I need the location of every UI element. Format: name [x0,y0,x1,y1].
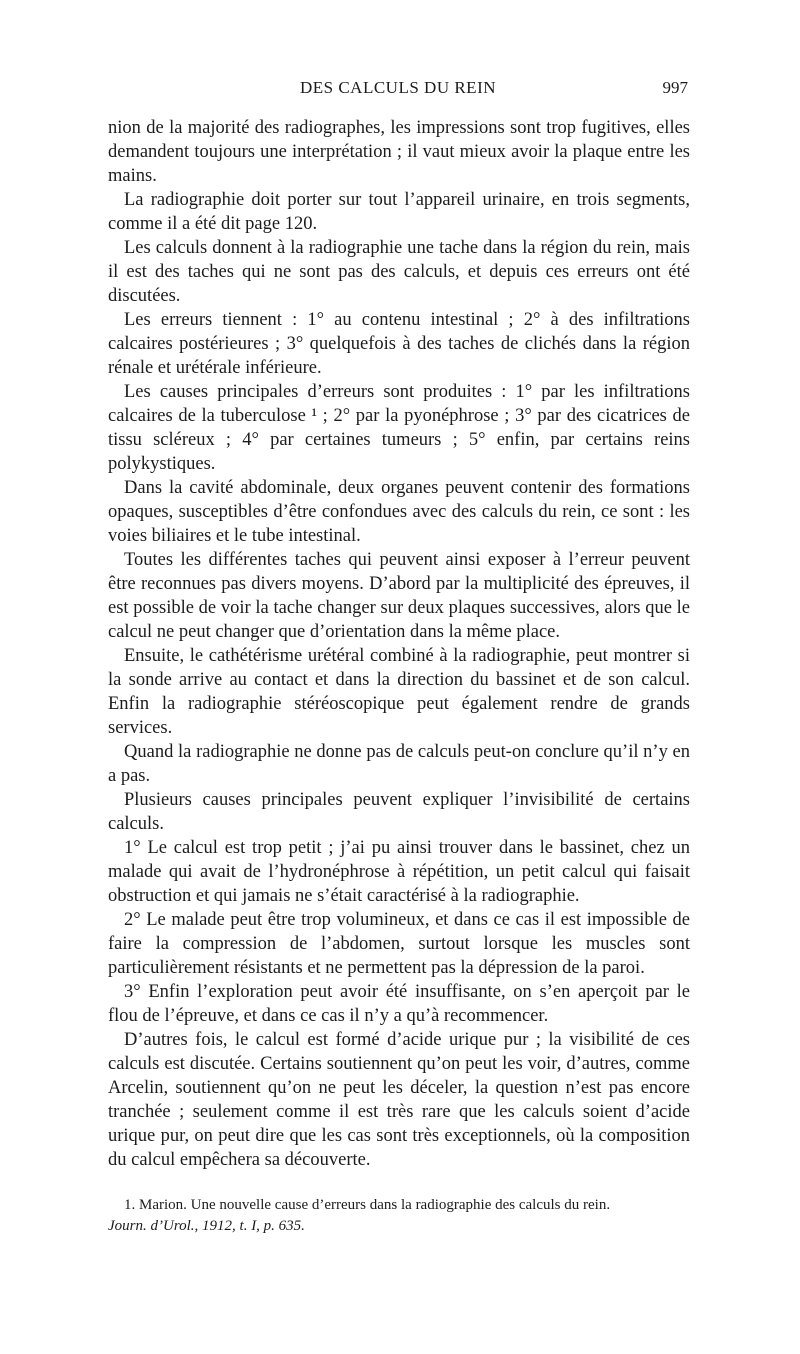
page-header [108,78,688,100]
page-number: 997 [662,78,688,97]
paragraph-13: 3° Enfin l’exploration peut avoir été insuffisante, on s’en aperçoit par le flou de l’épreuve, et dans ce cas il n’y a qu’à recommencer. [108,982,690,1026]
running-title: DES CALCULS DU REIN [299,78,497,97]
body-text [108,116,690,1172]
paragraph-8: Ensuite, le cathétérisme urétéral combiné à la radiographie, peut montrer si la sonde arrive au contact et dans la direction du bassinet et de son calcul. Enfin la radiographie stéréoscopique peut également rendre de grands services. [108,646,690,738]
footnote-line-1: 1. Marion. Une nouvelle cause d’erreurs dans la radiographie des calculs du rein. [124,1197,611,1213]
paragraph-2: La radiographie doit porter sur tout l’appareil urinaire, en trois segments, comme il a été dit page 120. [108,190,690,234]
paragraph-5: Les causes principales d’erreurs sont produites : 1° par les infiltrations calcaires de la tuberculose ¹ ; 2° par la pyonéphrose ; 3° par des cicatrices de tissu scléreux ; 4° par certaines tumeurs ; 5° enfin, par certains reins polykystiques. [108,382,690,474]
paragraph-9: Quand la radiographie ne donne pas de calculs peut-on conclure qu’il n’y en a pas. [108,742,690,786]
paragraph-14: D’autres fois, le calcul est formé d’acide urique pur ; la visibilité de ces calculs est discutée. Certains soutiennent qu’on peut les voir, d’autres, comme Arcelin, soutiennent qu’on ne peut les déceler, la question n’est pas encore tranchée ; seulement comme il est très rare que les calculs soient d’acide urique pur, on peut dire que les cas sont très exceptionnels, où la composition du calcul empêchera sa découverte. [108,1030,690,1170]
paragraph-7: Toutes les différentes taches qui peuvent ainsi exposer à l’erreur peuvent être reconnues pas divers moyens. D’abord par la multiplicité des épreuves, il est possible de voir la tache changer sur deux plaques successives, alors que le calcul ne peut changer que d’orientation dans la même place. [108,550,690,642]
paragraph-12: 2° Le malade peut être trop volumineux, et dans ce cas il est impossible de faire la compression de l’abdomen, surtout lorsque les muscles sont particulièrement résistants et ne permettent pas la dépression de la paroi. [108,910,690,978]
footnote-line-2: Journ. d’Urol., 1912, t. I, p. 635. [108,1218,305,1234]
paragraph-11: 1° Le calcul est trop petit ; j’ai pu ainsi trouver dans le bassinet, chez un malade qui avait de l’hydronéphrose à répétition, un petit calcul qui faisait obstruction et qui jamais ne s’était caractérisé à la radiographie. [108,838,690,906]
paragraph-10: Plusieurs causes principales peuvent expliquer l’invisibilité de certains calculs. [108,790,690,834]
paragraph-6: Dans la cavité abdominale, deux organes peuvent contenir des formations opaques, susceptibles d’être confondues avec des calculs du rein, ce sont : les voies biliaires et le tube intestinal. [108,478,690,546]
paragraph-3: Les calculs donnent à la radiographie une tache dans la région du rein, mais il est des taches qui ne sont pas des calculs, et depuis ces erreurs ont été discutées. [108,238,690,306]
paragraph-4: Les erreurs tiennent : 1° au contenu intestinal ; 2° à des infiltrations calcaires postérieures ; 3° quelquefois à des taches de clichés dans la région rénale et urétérale inférieure. [108,310,690,378]
paragraph-1: nion de la majorité des radiographes, les impressions sont trop fugitives, elles demandent toujours une interprétation ; il vaut mieux avoir la plaque entre les mains. [108,118,690,186]
footnote [108,1195,690,1237]
